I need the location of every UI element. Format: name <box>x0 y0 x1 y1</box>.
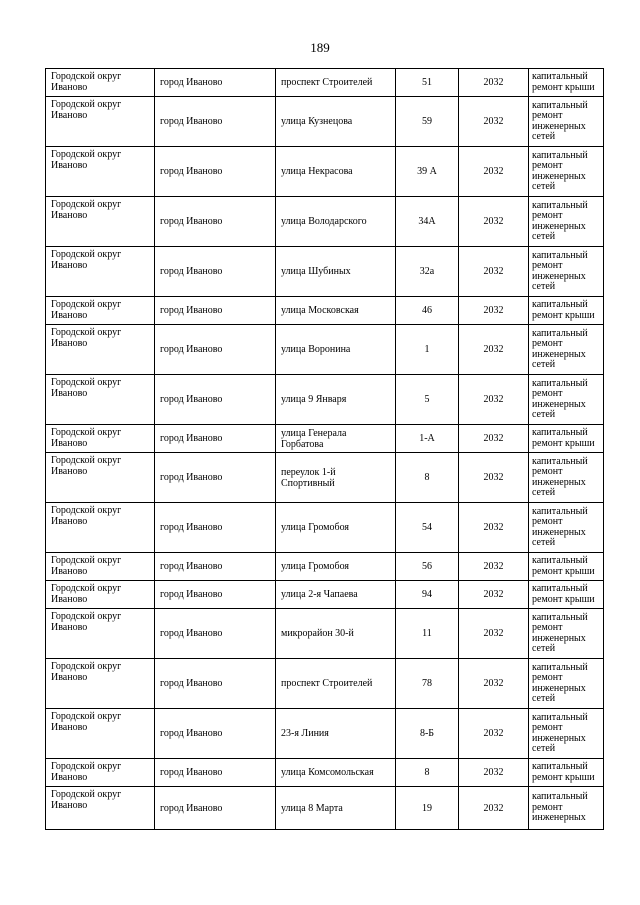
year-cell: 2032 <box>459 425 529 453</box>
settlement-cell: город Иваново <box>155 759 276 787</box>
year-cell: 2032 <box>459 709 529 759</box>
year-cell: 2032 <box>459 297 529 325</box>
municipal-district-cell: Городской округ Иваново <box>46 453 155 503</box>
year-cell: 2032 <box>459 787 529 830</box>
municipal-district-cell: Городской округ Иваново <box>46 297 155 325</box>
street-cell: улица Воронина <box>276 325 396 375</box>
settlement-cell: город Иваново <box>155 147 276 197</box>
work-type-cell: капитальный ремонт крыши <box>529 425 604 453</box>
house-number-cell: 1 <box>396 325 459 375</box>
settlement-cell: город Иваново <box>155 69 276 97</box>
table-row <box>46 69 604 97</box>
year-cell: 2032 <box>459 609 529 659</box>
settlement-cell: город Иваново <box>155 297 276 325</box>
settlement-cell: город Иваново <box>155 453 276 503</box>
municipal-district-cell: Городской округ Иваново <box>46 709 155 759</box>
year-cell: 2032 <box>459 581 529 609</box>
municipal-district-cell: Городской округ Иваново <box>46 197 155 247</box>
street-cell: улица Некрасова <box>276 147 396 197</box>
settlement-cell: город Иваново <box>155 553 276 581</box>
table-row <box>46 609 604 659</box>
table-row <box>46 325 604 375</box>
work-type-cell: капитальный ремонт крыши <box>529 69 604 97</box>
house-number-cell: 32а <box>396 247 459 297</box>
work-type-cell: капитальный ремонт инженерных сетей <box>529 325 604 375</box>
street-cell: улица Громобоя <box>276 553 396 581</box>
municipal-district-cell: Городской округ Иваново <box>46 69 155 97</box>
settlement-cell: город Иваново <box>155 659 276 709</box>
table-row <box>46 503 604 553</box>
house-number-cell: 51 <box>396 69 459 97</box>
house-number-cell: 1-А <box>396 425 459 453</box>
house-number-cell: 8 <box>396 453 459 503</box>
year-cell: 2032 <box>459 97 529 147</box>
house-number-cell: 56 <box>396 553 459 581</box>
street-cell: проспект Строителей <box>276 659 396 709</box>
street-cell: микрорайон 30-й <box>276 609 396 659</box>
street-cell: улица Московская <box>276 297 396 325</box>
work-type-cell: капитальный ремонт инженерных сетей <box>529 453 604 503</box>
street-cell: переулок 1-й Спортивный <box>276 453 396 503</box>
house-number-cell: 8-Б <box>396 709 459 759</box>
table-body <box>46 69 604 830</box>
settlement-cell: город Иваново <box>155 97 276 147</box>
work-type-cell: капитальный ремонт инженерных <box>529 787 604 830</box>
work-type-cell: капитальный ремонт инженерных сетей <box>529 503 604 553</box>
municipal-district-cell: Городской округ Иваново <box>46 787 155 830</box>
municipal-district-cell: Городской округ Иваново <box>46 147 155 197</box>
street-cell: улица Генерала Горбатова <box>276 425 396 453</box>
table-row <box>46 709 604 759</box>
table-row <box>46 425 604 453</box>
table-row <box>46 659 604 709</box>
year-cell: 2032 <box>459 197 529 247</box>
municipal-district-cell: Городской округ Иваново <box>46 659 155 709</box>
settlement-cell: город Иваново <box>155 247 276 297</box>
house-number-cell: 8 <box>396 759 459 787</box>
table-row <box>46 197 604 247</box>
table-row <box>46 97 604 147</box>
street-cell: улица 2-я Чапаева <box>276 581 396 609</box>
municipal-district-cell: Городской округ Иваново <box>46 609 155 659</box>
table-row <box>46 759 604 787</box>
table-row <box>46 297 604 325</box>
table-row <box>46 453 604 503</box>
work-type-cell: капитальный ремонт инженерных сетей <box>529 97 604 147</box>
house-number-cell: 54 <box>396 503 459 553</box>
work-type-cell: капитальный ремонт инженерных сетей <box>529 197 604 247</box>
work-type-cell: капитальный ремонт крыши <box>529 759 604 787</box>
street-cell: улица 9 Января <box>276 375 396 425</box>
settlement-cell: город Иваново <box>155 609 276 659</box>
house-number-cell: 5 <box>396 375 459 425</box>
municipal-district-cell: Городской округ Иваново <box>46 759 155 787</box>
municipal-district-cell: Городской округ Иваново <box>46 503 155 553</box>
municipal-district-cell: Городской округ Иваново <box>46 581 155 609</box>
street-cell: улица 8 Марта <box>276 787 396 830</box>
year-cell: 2032 <box>459 503 529 553</box>
house-number-cell: 94 <box>396 581 459 609</box>
year-cell: 2032 <box>459 453 529 503</box>
year-cell: 2032 <box>459 659 529 709</box>
house-number-cell: 78 <box>396 659 459 709</box>
municipal-district-cell: Городской округ Иваново <box>46 247 155 297</box>
work-type-cell: капитальный ремонт крыши <box>529 553 604 581</box>
settlement-cell: город Иваново <box>155 709 276 759</box>
table-row <box>46 375 604 425</box>
house-number-cell: 59 <box>396 97 459 147</box>
municipal-district-cell: Городской округ Иваново <box>46 375 155 425</box>
street-cell: улица Громобоя <box>276 503 396 553</box>
year-cell: 2032 <box>459 375 529 425</box>
municipal-district-cell: Городской округ Иваново <box>46 425 155 453</box>
street-cell: улица Володарского <box>276 197 396 247</box>
house-number-cell: 34А <box>396 197 459 247</box>
municipal-district-cell: Городской округ Иваново <box>46 553 155 581</box>
settlement-cell: город Иваново <box>155 787 276 830</box>
street-cell: улица Кузнецова <box>276 97 396 147</box>
work-type-cell: капитальный ремонт инженерных сетей <box>529 609 604 659</box>
street-cell: проспект Строителей <box>276 69 396 97</box>
year-cell: 2032 <box>459 69 529 97</box>
settlement-cell: город Иваново <box>155 503 276 553</box>
municipal-district-cell: Городской округ Иваново <box>46 97 155 147</box>
work-type-cell: капитальный ремонт инженерных сетей <box>529 709 604 759</box>
table-row <box>46 553 604 581</box>
settlement-cell: город Иваново <box>155 197 276 247</box>
table-row <box>46 581 604 609</box>
work-type-cell: капитальный ремонт крыши <box>529 297 604 325</box>
work-type-cell: капитальный ремонт инженерных сетей <box>529 375 604 425</box>
settlement-cell: город Иваново <box>155 325 276 375</box>
house-number-cell: 39 А <box>396 147 459 197</box>
house-number-cell: 46 <box>396 297 459 325</box>
municipal-district-cell: Городской округ Иваново <box>46 325 155 375</box>
house-number-cell: 19 <box>396 787 459 830</box>
table-row <box>46 247 604 297</box>
street-cell: улица Комсомольская <box>276 759 396 787</box>
housing-repair-table <box>45 68 604 830</box>
year-cell: 2032 <box>459 325 529 375</box>
work-type-cell: капитальный ремонт инженерных сетей <box>529 247 604 297</box>
page-number: 189 <box>310 40 330 55</box>
year-cell: 2032 <box>459 247 529 297</box>
year-cell: 2032 <box>459 147 529 197</box>
work-type-cell: капитальный ремонт инженерных сетей <box>529 147 604 197</box>
street-cell: 23-я Линия <box>276 709 396 759</box>
work-type-cell: капитальный ремонт инженерных сетей <box>529 659 604 709</box>
house-number-cell: 11 <box>396 609 459 659</box>
table-row <box>46 147 604 197</box>
year-cell: 2032 <box>459 553 529 581</box>
work-type-cell: капитальный ремонт крыши <box>529 581 604 609</box>
settlement-cell: город Иваново <box>155 375 276 425</box>
settlement-cell: город Иваново <box>155 425 276 453</box>
street-cell: улица Шубиных <box>276 247 396 297</box>
year-cell: 2032 <box>459 759 529 787</box>
table-row <box>46 787 604 830</box>
settlement-cell: город Иваново <box>155 581 276 609</box>
